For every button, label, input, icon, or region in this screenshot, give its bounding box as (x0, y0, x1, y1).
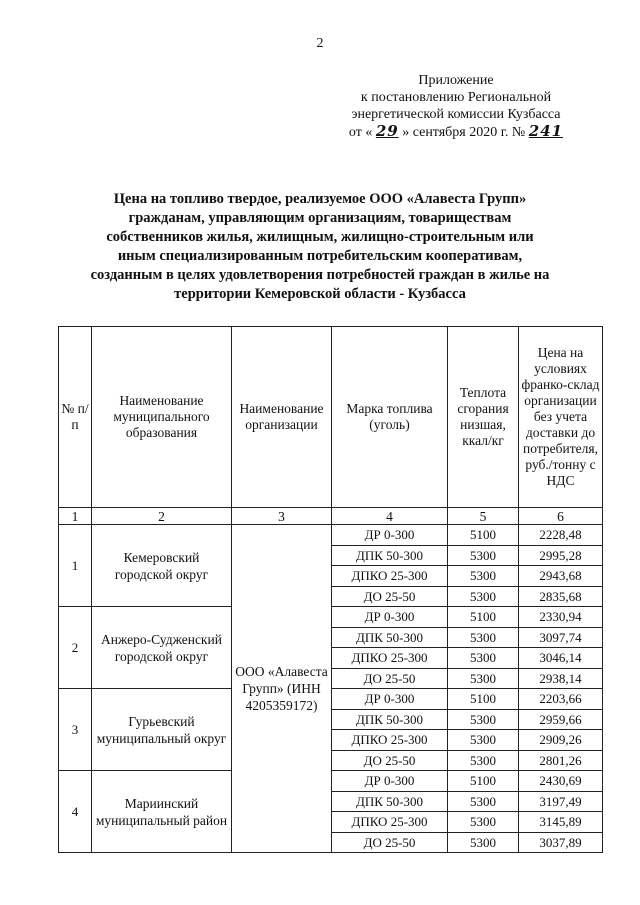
heat-cell: 5300 (448, 648, 519, 669)
fuel-grade-cell: ДПКО 25-300 (332, 730, 448, 751)
fuel-grade-cell: ДПК 50-300 (332, 545, 448, 566)
column-number: 5 (448, 508, 519, 525)
heat-cell: 5300 (448, 709, 519, 730)
organization-cell: ООО «Алавеста Групп» (ИНН 4205359172) (232, 525, 332, 853)
price-cell: 3097,74 (519, 627, 603, 648)
price-cell: 2835,68 (519, 586, 603, 607)
handwritten-number: 241 (528, 122, 564, 140)
price-cell: 3046,14 (519, 648, 603, 669)
column-number: 4 (332, 508, 448, 525)
column-number: 1 (59, 508, 92, 525)
fuel-grade-cell: ДПК 50-300 (332, 791, 448, 812)
price-cell: 2943,68 (519, 566, 603, 587)
heat-cell: 5300 (448, 791, 519, 812)
appendix-line-1: Приложение (418, 73, 494, 88)
date-prefix: от « (348, 125, 373, 140)
price-cell: 3037,89 (519, 832, 603, 853)
fuel-grade-cell: ДПК 50-300 (332, 709, 448, 730)
heat-cell: 5100 (448, 525, 519, 546)
fuel-grade-cell: ДО 25-50 (332, 832, 448, 853)
price-cell: 2959,66 (519, 709, 603, 730)
handwritten-day: 29 (375, 122, 399, 140)
fuel-grade-cell: ДПКО 25-300 (332, 566, 448, 587)
price-cell: 3145,89 (519, 812, 603, 833)
price-cell: 2228,48 (519, 525, 603, 546)
document-title (60, 190, 580, 304)
row-number: 4 (59, 771, 92, 853)
fuel-grade-cell: ДО 25-50 (332, 668, 448, 689)
price-cell: 2938,14 (519, 668, 603, 689)
row-number: 1 (59, 525, 92, 607)
title-line-2: гражданам, управляющим организациям, товариществам (128, 210, 512, 226)
heat-cell: 5300 (448, 566, 519, 587)
title-line-5: созданным в целях удовлетворения потребностей граждан в жилье на (90, 267, 550, 283)
date-middle: » сентября 2020 г. № (402, 125, 526, 140)
fuel-grade-cell: ДР 0-300 (332, 771, 448, 792)
heat-cell: 5100 (448, 771, 519, 792)
heat-cell: 5100 (448, 607, 519, 628)
table-row (59, 525, 603, 546)
heat-cell: 5300 (448, 812, 519, 833)
municipality-cell: Мариинский муниципальный район (92, 771, 232, 853)
row-number: 2 (59, 607, 92, 689)
column-number-row (59, 508, 603, 525)
appendix-date-line (306, 123, 606, 141)
appendix-line-2: к постановлению Региональной (360, 90, 552, 105)
appendix-line-3: энергетической комиссии Кузбасса (351, 107, 561, 122)
fuel-grade-cell: ДО 25-50 (332, 586, 448, 607)
title-line-1: Цена на топливо твердое, реализуемое ООО «Алавеста Групп» (113, 191, 527, 207)
heat-cell: 5300 (448, 730, 519, 751)
municipality-cell: Гурьевский муниципальный округ (92, 689, 232, 771)
heat-cell: 5100 (448, 689, 519, 710)
column-number: 3 (232, 508, 332, 525)
title-line-6: территории Кемеровской области - Кузбасса (174, 286, 466, 302)
heat-cell: 5300 (448, 545, 519, 566)
fuel-grade-cell: ДПКО 25-300 (332, 648, 448, 669)
municipality-cell: Кемеровский городской округ (92, 525, 232, 607)
title-line-3: собственников жилья, жилищным, жилищно-строительным или (106, 229, 534, 245)
header-heat: Теплота сгорания низшая, ккал/кг (448, 327, 519, 508)
fuel-grade-cell: ДПКО 25-300 (332, 812, 448, 833)
heat-cell: 5300 (448, 586, 519, 607)
fuel-grade-cell: ДО 25-50 (332, 750, 448, 771)
header-fuel-grade: Марка топлива (уголь) (332, 327, 448, 508)
fuel-grade-cell: ДПК 50-300 (332, 627, 448, 648)
price-cell: 2909,26 (519, 730, 603, 751)
price-cell: 2995,28 (519, 545, 603, 566)
price-cell: 2203,66 (519, 689, 603, 710)
table-header-row (59, 327, 603, 508)
page-number: 2 (316, 36, 324, 51)
column-number: 6 (519, 508, 603, 525)
price-cell: 2430,69 (519, 771, 603, 792)
fuel-grade-cell: ДР 0-300 (332, 689, 448, 710)
title-line-4: иным специализированным потребительским кооперативам, (117, 248, 523, 264)
heat-cell: 5300 (448, 750, 519, 771)
price-cell: 3197,49 (519, 791, 603, 812)
heat-cell: 5300 (448, 668, 519, 689)
price-table (58, 326, 603, 853)
price-cell: 2330,94 (519, 607, 603, 628)
heat-cell: 5300 (448, 832, 519, 853)
heat-cell: 5300 (448, 627, 519, 648)
header-municipality: Наименование муниципального образования (92, 327, 232, 508)
header-num: № п/п (59, 327, 92, 508)
fuel-grade-cell: ДР 0-300 (332, 525, 448, 546)
price-cell: 2801,26 (519, 750, 603, 771)
fuel-grade-cell: ДР 0-300 (332, 607, 448, 628)
municipality-cell: Анжеро-Судженский городской округ (92, 607, 232, 689)
header-price: Цена на условиях франко-склад организации без учета доставки до потребителя, руб./тонну с НДС (519, 327, 603, 508)
header-organization: Наименование организации (232, 327, 332, 508)
row-number: 3 (59, 689, 92, 771)
appendix-block (306, 72, 606, 141)
column-number: 2 (92, 508, 232, 525)
